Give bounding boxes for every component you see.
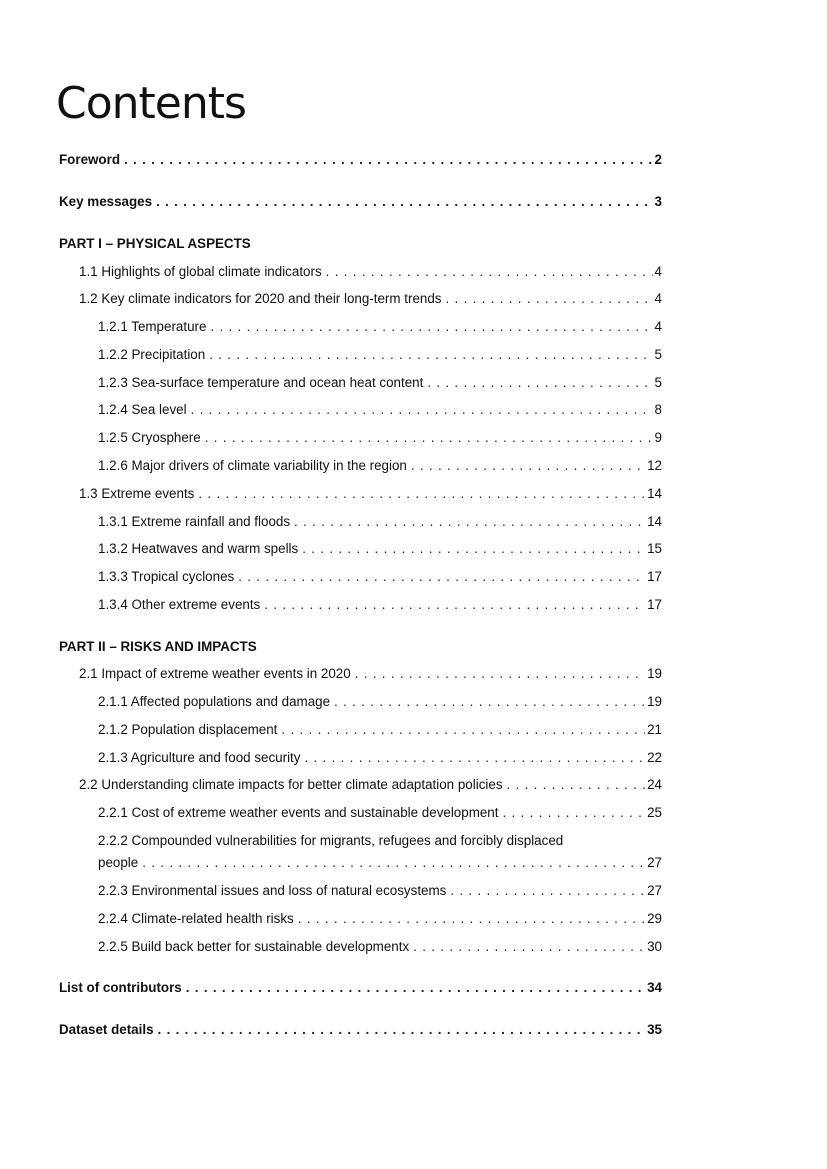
toc-entry-page: 17 xyxy=(647,597,662,612)
toc-entry[interactable] xyxy=(98,345,662,365)
toc-entry-page: 8 xyxy=(654,402,662,417)
toc-entry-page: 9 xyxy=(654,430,662,445)
toc-entry-label: Key messages xyxy=(59,194,153,209)
toc-entry[interactable] xyxy=(79,664,662,684)
dot-leader xyxy=(351,664,645,684)
toc-entry[interactable] xyxy=(98,748,662,768)
toc-entry-label: Foreword xyxy=(59,152,121,167)
dot-leader xyxy=(498,803,645,823)
dot-leader xyxy=(322,262,653,282)
toc-entry-label: 2.2 Understanding climate impacts for better climate adaptation policies xyxy=(79,777,503,792)
dot-leader xyxy=(407,456,645,476)
toc-entry-page: 15 xyxy=(647,541,662,556)
toc-entry-label: List of contributors xyxy=(59,980,182,995)
toc-entry-page: 35 xyxy=(647,1022,662,1037)
toc-entry-page: 3 xyxy=(654,194,662,209)
dot-leader xyxy=(234,567,645,587)
dot-leader xyxy=(154,1020,646,1040)
dot-leader xyxy=(187,400,653,420)
toc-entry[interactable] xyxy=(98,317,662,337)
toc-entry-page: 5 xyxy=(654,347,662,362)
dot-leader xyxy=(205,345,652,365)
toc-entry-page: 34 xyxy=(647,980,662,995)
dot-leader xyxy=(409,937,645,957)
dot-leader xyxy=(120,150,653,170)
toc-entry-page: 25 xyxy=(647,805,662,820)
toc-entry-label: 1.2 Key climate indicators for 2020 and their long-term trends xyxy=(79,291,442,306)
toc-entry-page: 5 xyxy=(654,375,662,390)
toc-entry-label: 1.3.2 Heatwaves and warm spells xyxy=(98,541,299,556)
toc-entry-label: 1.2.6 Major drivers of climate variability in the region xyxy=(98,458,407,473)
toc-entry-label: 2.2.3 Environmental issues and loss of natural ecosystems xyxy=(98,883,447,898)
toc-entry-key-messages[interactable] xyxy=(59,192,662,212)
toc-entry-page: 4 xyxy=(654,264,662,279)
toc-entry[interactable] xyxy=(98,692,662,712)
toc-entry[interactable] xyxy=(98,881,662,901)
toc-entry[interactable] xyxy=(98,428,662,448)
toc-entry[interactable] xyxy=(79,289,662,309)
toc-entry-page: 21 xyxy=(647,722,662,737)
toc-entry-label-continued: people xyxy=(98,855,139,870)
toc-entry-label: 1.2.1 Temperature xyxy=(98,319,207,334)
toc-entry-page: 17 xyxy=(647,569,662,584)
toc-entry-page: 4 xyxy=(654,291,662,306)
toc-part-heading[interactable]: PART I – PHYSICAL ASPECTS xyxy=(59,236,251,251)
toc-entry-label: 1.3.3 Tropical cyclones xyxy=(98,569,235,584)
dot-leader xyxy=(194,484,645,504)
toc-entry[interactable] xyxy=(79,484,662,504)
dot-leader xyxy=(294,909,645,929)
toc-entry[interactable] xyxy=(98,539,662,559)
toc-entry[interactable] xyxy=(98,853,662,873)
toc-entry[interactable] xyxy=(98,720,662,740)
toc-entry-contributors[interactable] xyxy=(59,978,662,998)
toc-entry-label: 1.3 Extreme events xyxy=(79,486,195,501)
toc-entry-page: 14 xyxy=(647,486,662,501)
toc-entry-label: 2.1.3 Agriculture and food security xyxy=(98,750,301,765)
toc-entry[interactable] xyxy=(98,373,662,393)
toc-entry[interactable] xyxy=(98,937,662,957)
toc-entry-label: 1.1 Highlights of global climate indicators xyxy=(79,264,322,279)
toc-entry-page: 12 xyxy=(647,458,662,473)
toc-entry-label[interactable]: 2.2.2 Compounded vulnerabilities for migrants, refugees and forcibly displaced xyxy=(98,833,564,848)
toc-entry-label: 2.1.1 Affected populations and damage xyxy=(98,694,331,709)
toc-entry-page: 24 xyxy=(647,777,662,792)
toc-entry-label: 1.3.1 Extreme rainfall and floods xyxy=(98,514,291,529)
dot-leader xyxy=(298,539,645,559)
toc-entry[interactable] xyxy=(79,775,662,795)
toc-entry-label: 1.2.5 Cryosphere xyxy=(98,430,201,445)
toc-entry[interactable] xyxy=(98,803,662,823)
toc-entry-dataset-details[interactable] xyxy=(59,1020,662,1040)
toc-entry-label: 2.2.1 Cost of extreme weather events and sustainable development xyxy=(98,805,499,820)
toc-entry-label: 2.2.4 Climate-related health risks xyxy=(98,911,294,926)
toc-entry-page: 4 xyxy=(654,319,662,334)
toc-entry[interactable] xyxy=(98,512,662,532)
toc-entry[interactable] xyxy=(98,400,662,420)
dot-leader xyxy=(152,192,652,212)
dot-leader xyxy=(201,428,653,448)
toc-entry-page: 29 xyxy=(647,911,662,926)
dot-leader xyxy=(260,595,645,615)
dot-leader xyxy=(277,720,645,740)
toc-entry[interactable] xyxy=(98,456,662,476)
toc-part-heading[interactable]: PART II – RISKS AND IMPACTS xyxy=(59,639,257,654)
dot-leader xyxy=(138,853,645,873)
toc-entry-page: 14 xyxy=(647,514,662,529)
toc-entry[interactable] xyxy=(98,595,662,615)
page-title: Contents xyxy=(56,78,246,129)
toc-entry-page: 27 xyxy=(647,883,662,898)
toc-entry-label: 2.1 Impact of extreme weather events in 2020 xyxy=(79,666,351,681)
toc-entry[interactable] xyxy=(98,909,662,929)
toc-entry-label: 1.2.2 Precipitation xyxy=(98,347,206,362)
toc-entry-page: 19 xyxy=(647,694,662,709)
dot-leader xyxy=(290,512,645,532)
toc-entry[interactable] xyxy=(98,567,662,587)
dot-leader xyxy=(300,748,645,768)
toc-entry-page: 27 xyxy=(647,855,662,870)
toc-entry-foreword[interactable] xyxy=(59,150,662,170)
dot-leader xyxy=(446,881,645,901)
dot-leader xyxy=(206,317,652,337)
toc-entry-label: 1.2.4 Sea level xyxy=(98,402,187,417)
toc-entry-label: Dataset details xyxy=(59,1022,154,1037)
dot-leader xyxy=(441,289,652,309)
toc-entry-page: 22 xyxy=(647,750,662,765)
dot-leader xyxy=(182,978,645,998)
toc-entry-page: 30 xyxy=(647,939,662,954)
dot-leader xyxy=(330,692,645,712)
toc-entry-page: 19 xyxy=(647,666,662,681)
toc-entry-label: 2.1.2 Population displacement xyxy=(98,722,278,737)
dot-leader xyxy=(423,373,652,393)
toc-entry[interactable] xyxy=(79,262,662,282)
toc-entry-label: 2.2.5 Build back better for sustainable developmentx xyxy=(98,939,410,954)
toc-entry-label: 1.3.4 Other extreme events xyxy=(98,597,261,612)
toc-entry-page: 2 xyxy=(654,152,662,167)
toc-entry-label: 1.2.3 Sea-surface temperature and ocean heat content xyxy=(98,375,424,390)
dot-leader xyxy=(503,775,646,795)
